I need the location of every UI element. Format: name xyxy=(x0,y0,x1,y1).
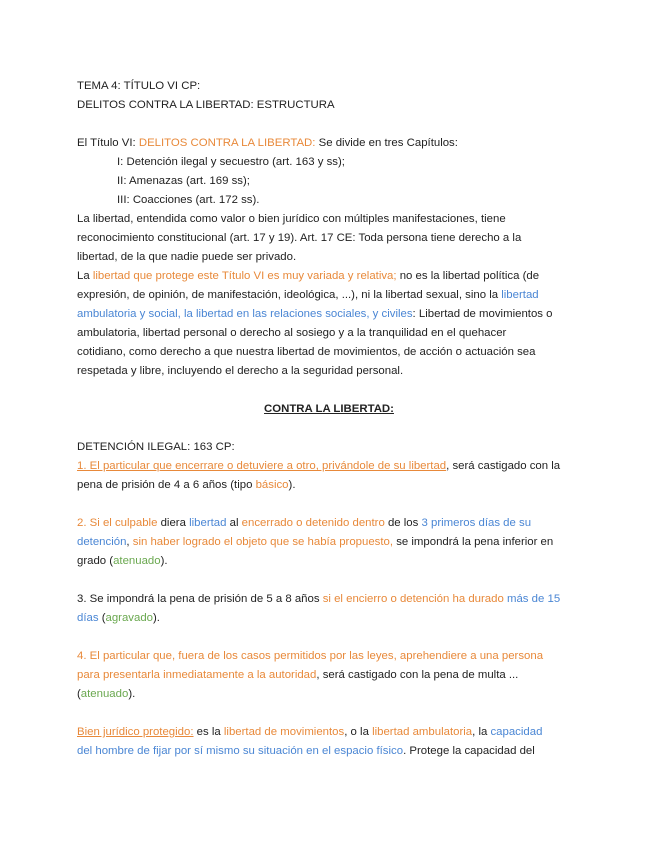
para1-line: reconocimiento constitucional (art. 17 y 19). Art. 17 CE: Toda persona tiene derecho a la xyxy=(77,232,522,244)
para2-line: ambulatoria, libertad personal o derecho al sosiego y a la tranquilidad en el quehacer xyxy=(77,327,507,339)
text-run: ). xyxy=(288,479,296,491)
text-run: , será castigado con la xyxy=(446,460,561,472)
para2-line xyxy=(77,286,581,305)
doc-title-line2: DELITOS CONTRA LA LIBERTAD: ESTRUCTURA xyxy=(77,99,335,111)
highlight-orange: libertad ambulatoria xyxy=(372,726,473,738)
text-run: pena de prisión de 4 a 6 años (tipo xyxy=(77,479,256,491)
highlight-blue: libertad xyxy=(501,289,539,301)
text-run: grado ( xyxy=(77,555,114,567)
text-run: , será castigado con la pena de multa ... xyxy=(316,669,519,681)
text-run: se impondrá la pena inferior en xyxy=(393,536,554,548)
chapter-item: III: Coacciones (art. 172 ss). xyxy=(117,194,260,206)
doc-title-line1: TEMA 4: TÍTULO VI CP: xyxy=(77,80,201,92)
highlight-green: atenuado xyxy=(80,688,129,700)
text-run: , o la xyxy=(344,726,373,738)
text-run: expresión, de opinión, de manifestación, ideológica, ...), ni la libertad sexual, sino la xyxy=(77,289,502,301)
text-run: no es la libertad política (de xyxy=(396,270,540,282)
text-run: de los xyxy=(384,517,422,529)
highlight-orange: básico xyxy=(255,479,289,491)
highlight-blue: detención xyxy=(77,536,127,548)
bien-line xyxy=(77,742,581,761)
item1-line xyxy=(77,457,581,476)
highlight-blue: más de 15 xyxy=(506,593,561,605)
highlight-orange: libertad que protege este Título VI es muy variada y relativa; xyxy=(92,270,397,282)
highlight-blue: libertad xyxy=(189,517,227,529)
para2-line: cotidiano, como derecho a que nuestra libertad de movimientos, de acción o actuación sea xyxy=(77,346,536,358)
chapter-item: II: Amenazas (art. 169 ss); xyxy=(117,175,250,187)
item3-line xyxy=(77,609,581,628)
highlight-blue: días xyxy=(77,612,99,624)
text-run: 4. xyxy=(77,650,90,662)
highlight-orange: El particular que, fuera de los casos permitidos por las leyes, aprehendiere a una persona xyxy=(89,650,544,662)
chapter-item: I: Detención ilegal y secuestro (art. 163 y ss); xyxy=(117,156,345,168)
highlight-orange: encerrado o detenido dentro xyxy=(241,517,385,529)
para2-line xyxy=(77,305,581,324)
highlight-blue: del hombre de fijar por sí mismo su situación en el espacio físico xyxy=(77,745,404,757)
highlight-blue: ambulatoria y social, la libertad en las relaciones sociales, y civiles xyxy=(77,308,413,320)
para2-line: respetada y libre, incluyendo el derecho a la seguridad personal. xyxy=(77,365,404,377)
highlight-green: atenuado xyxy=(113,555,161,567)
document-page xyxy=(77,77,581,761)
highlight-orange: libertad de movimientos xyxy=(223,726,345,738)
highlight-orange: 2. Si el culpable xyxy=(77,517,158,529)
highlight-blue: 3 primeros días de su xyxy=(421,517,532,529)
text-run: 3. Se impondrá la pena de prisión de 5 a 8 años xyxy=(77,593,323,605)
item2-line xyxy=(77,514,581,533)
para1-line: La libertad, entendida como valor o bien jurídico con múltiples manifestaciones, tiene xyxy=(77,213,506,225)
text-run: La xyxy=(77,270,93,282)
item1-line xyxy=(77,476,581,495)
highlight-orange: si el encierro o detención ha durado xyxy=(322,593,504,605)
text-run: diera xyxy=(157,517,190,529)
text-run: ( xyxy=(98,612,106,624)
highlight-green: agravado xyxy=(105,612,153,624)
text-run: ). xyxy=(128,688,136,700)
text-run: al xyxy=(226,517,242,529)
highlight-orange: Bien jurídico protegido: xyxy=(77,726,194,738)
item3-line xyxy=(77,590,581,609)
text-run: ). xyxy=(160,555,168,567)
section-heading: CONTRA LA LIBERTAD: xyxy=(264,403,394,415)
text-run: , xyxy=(126,536,133,548)
text-run: : Libertad de movimientos o xyxy=(412,308,553,320)
highlight-blue: capacidad xyxy=(490,726,543,738)
detencion-heading: DETENCIÓN ILEGAL: 163 CP: xyxy=(77,441,235,453)
text-run: , la xyxy=(472,726,491,738)
item2-line xyxy=(77,552,581,571)
item4-line xyxy=(77,666,581,685)
item2-line xyxy=(77,533,581,552)
intro-highlight: DELITOS CONTRA LA LIBERTAD: xyxy=(138,137,316,149)
intro-line xyxy=(77,134,581,153)
highlight-orange: para presentarla inmediatamente a la autoridad xyxy=(77,669,317,681)
item4-line xyxy=(77,647,581,666)
text-run: ). xyxy=(153,612,160,624)
highlight-orange: sin haber logrado el objeto que se había propuesto, xyxy=(132,536,394,548)
intro-prefix: El Título VI: xyxy=(77,137,139,149)
intro-suffix: Se divide en tres Capítulos: xyxy=(315,137,458,149)
highlight-orange: 1. El particular que encerrare o detuviere a otro, privándole de su libertad xyxy=(77,460,447,472)
text-run: es la xyxy=(193,726,224,738)
para2-line xyxy=(77,267,581,286)
text-run: ( xyxy=(77,688,81,700)
text-run: . Protege la capacidad del xyxy=(403,745,535,757)
para1-line: libertad, de la que nadie puede ser privado. xyxy=(77,251,297,263)
item4-line xyxy=(77,685,581,704)
bien-line xyxy=(77,723,581,742)
